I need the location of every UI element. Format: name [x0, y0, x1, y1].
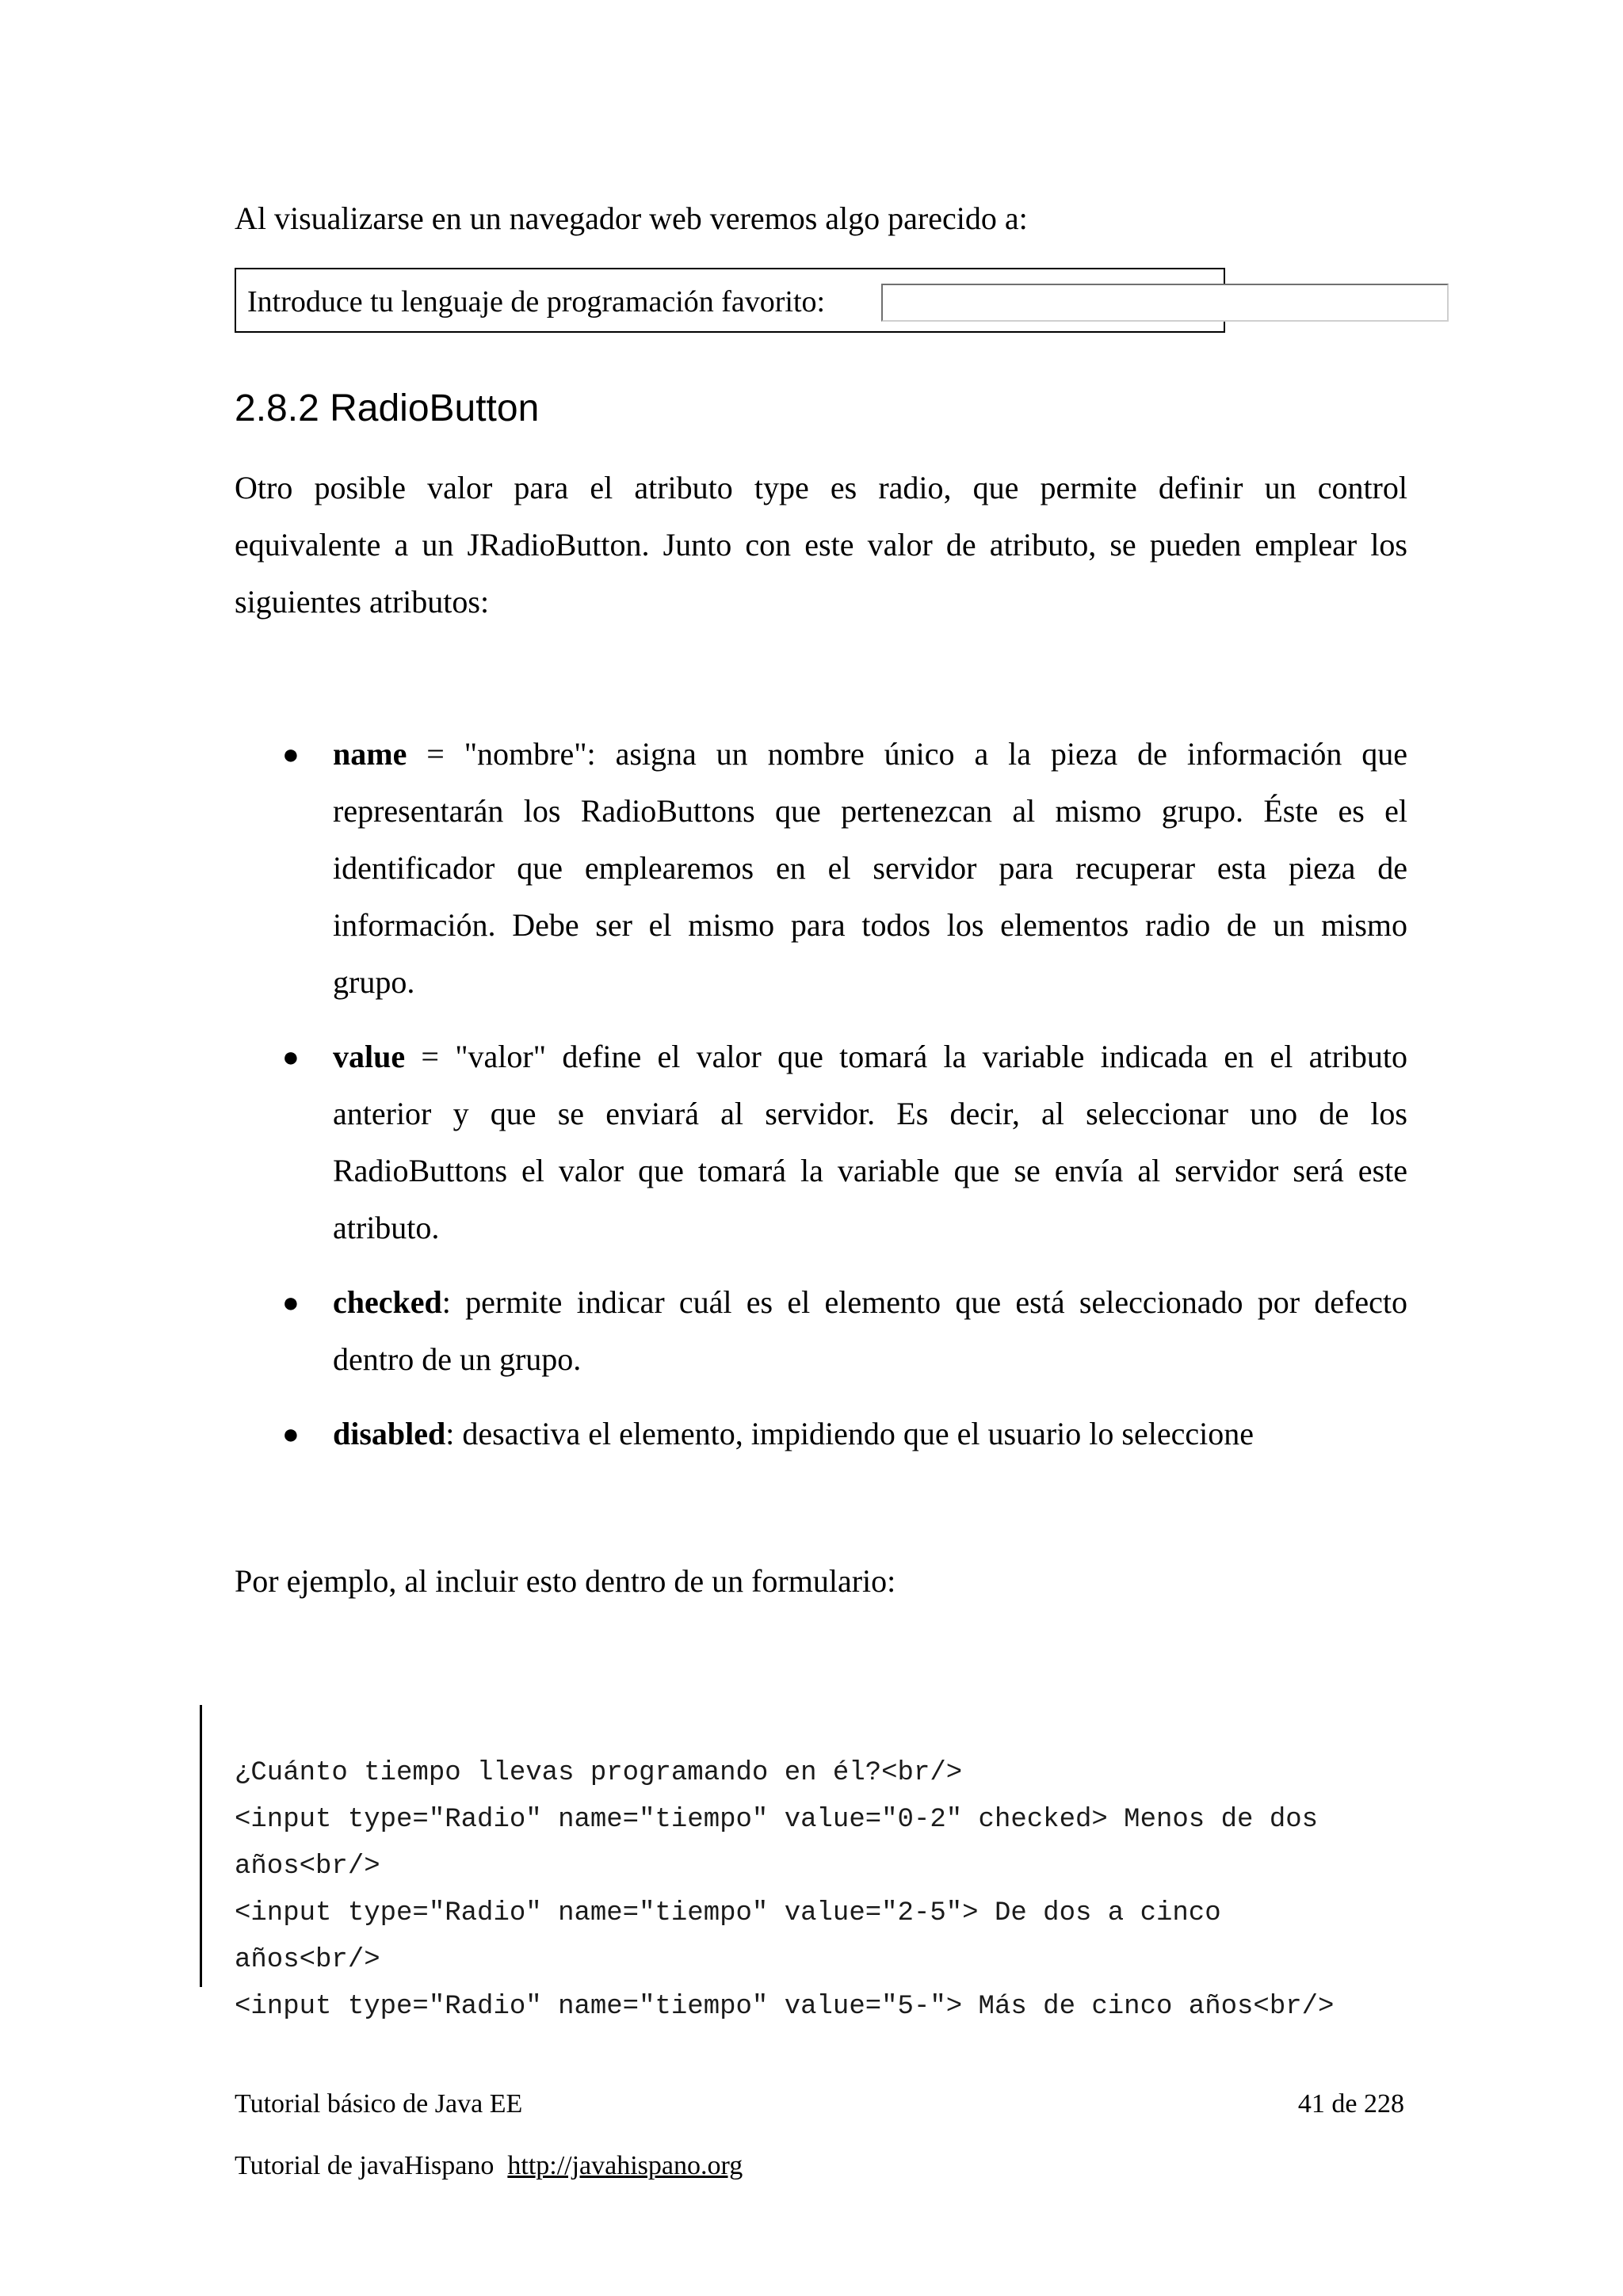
bullet-term: name [333, 736, 407, 772]
code-line: <input type="Radio" name="tiempo" value="2-5"> De dos a cinco [235, 1898, 1221, 1928]
intro-text: Al visualizarse en un navegador web veremos algo parecido a: [235, 200, 1028, 236]
footer-page-number: 41 de 228 [1297, 2089, 1404, 2119]
demo-text-input[interactable] [881, 284, 1449, 322]
bullet-line: name = "nombre": asigna un nombre único a la pieza de información que [333, 736, 1407, 772]
code-line: años<br/> [235, 1945, 380, 1975]
bullet-line: información. Debe ser el mismo para todos los elementos radio de un mismo [333, 907, 1407, 943]
bullet-dot-icon: ● [282, 1418, 300, 1450]
bullet-dot-icon: ● [282, 1041, 300, 1073]
bullet-line: checked: permite indicar cuál es el elemento que está seleccionado por defecto [333, 1284, 1407, 1320]
bullet-line: anterior y que se enviará al servidor. Es decir, al seleccionar uno de los [333, 1096, 1407, 1131]
code-line: ¿Cuánto tiempo llevas programando en él?<br/> [235, 1758, 963, 1788]
code-line: <input type="Radio" name="tiempo" value="5-"> Más de cinco años<br/> [235, 1992, 1335, 2022]
bullet-line: atributo. [333, 1210, 440, 1245]
code-line: años<br/> [235, 1852, 380, 1882]
code-line: <input type="Radio" name="tiempo" value="0-2" checked> Menos de dos [235, 1805, 1319, 1835]
section-heading: 2.8.2 RadioButton [235, 387, 540, 429]
bullet-line: dentro de un grupo. [333, 1341, 582, 1377]
demo-form-box [235, 268, 1225, 333]
example-intro-text: Por ejemplo, al incluir esto dentro de un formulario: [235, 1563, 896, 1599]
bullet-item-value [333, 1028, 1407, 1257]
bullet-item-name [333, 726, 1407, 1011]
bullet-dot-icon: ● [282, 1287, 300, 1318]
footer-source [235, 2149, 743, 2183]
footer-source-prefix: Tutorial de javaHispano [235, 2151, 508, 2180]
bullet-item-checked [333, 1274, 1407, 1388]
paragraph-radio-intro [235, 460, 1407, 631]
code-block-bar [200, 1705, 202, 1987]
footer-doc-title: Tutorial básico de Java EE [235, 2089, 523, 2119]
paragraph-line: equivalente a un JRadioButton. Junto con este valor de atributo, se pueden emplear los [235, 527, 1407, 563]
bullet-line: grupo. [333, 964, 415, 1000]
bullet-dot-icon: ● [282, 738, 300, 770]
code-block [235, 1703, 1423, 2077]
footer-source-link[interactable]: http://javahispano.org [507, 2151, 743, 2180]
demo-form-label: Introduce tu lenguaje de programación favorito: [247, 285, 826, 318]
bullet-item-disabled [333, 1405, 1407, 1463]
bullet-line: value = "valor" define el valor que tomará la variable indicada en el atributo [333, 1039, 1407, 1074]
bullet-term: checked [333, 1284, 442, 1320]
bullet-term: value [333, 1039, 406, 1074]
bullet-line: identificador que emplearemos en el servidor para recuperar esta pieza de [333, 850, 1407, 886]
bullet-line: disabled: desactiva el elemento, impidiendo que el usuario lo seleccione [333, 1416, 1254, 1451]
paragraph-line: Otro posible valor para el atributo type es radio, que permite definir un control [235, 470, 1407, 505]
paragraph-line: siguientes atributos: [235, 584, 490, 620]
bullet-line: RadioButtons el valor que tomará la variable que se envía al servidor será este [333, 1153, 1407, 1188]
bullet-term: disabled [333, 1416, 446, 1451]
bullet-line: representarán los RadioButtons que pertenezcan al mismo grupo. Éste es el [333, 793, 1407, 829]
